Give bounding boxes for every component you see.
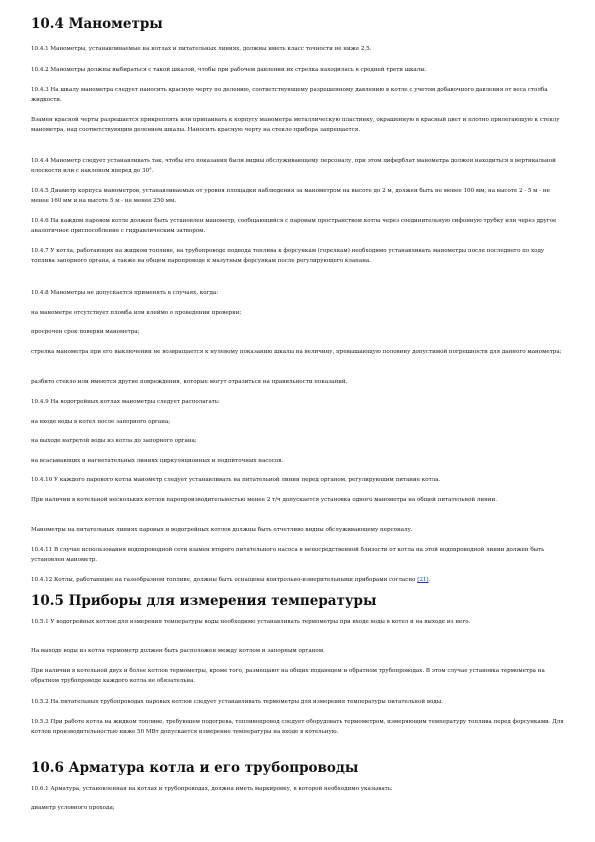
paragraph: 10.4.6 На каждом паровом котле должен быть установлен манометр, сообщающийся с паровым пространством котла через соединительную сифонную трубку или через другое аналогичное приспособление с гидравлическим затвором. bbox=[31, 218, 557, 234]
list-item: разбито стекло или имеются другие повреждения, которые могут отразиться на правильности показаний. bbox=[31, 379, 348, 385]
list-item: стрелка манометра при его выключении не возвращается к нулевому показанию шкалы на величину, превышающую половину допустимой погрешности для данного манометра; bbox=[31, 349, 562, 355]
list-item: на манометре отсутствует пломба или клеймо о проведении проверки; bbox=[31, 310, 242, 316]
paragraph: 10.4.9 На водогрейных котлах манометры следует располагать: bbox=[31, 399, 220, 405]
list-item: диаметр условного прохода; bbox=[31, 805, 115, 811]
reference-link[interactable]: [21] bbox=[417, 577, 429, 583]
paragraph-tail: . bbox=[428, 577, 431, 583]
paragraph: При наличии в котельной нескольких котлов паропроизводительностью менее 2 т/ч допускается установка одного манометра на общей питательной линии. bbox=[31, 497, 498, 503]
paragraph: 10.4.1 Манометры, устанавливаемые на котлах и питательных линиях, должны иметь класс точности не ниже 2,5. bbox=[31, 46, 372, 52]
paragraph: 10.4.10 У каждого парового котла манометр следует устанавливать на питательной линии перед органом, регулирующим питание котла. bbox=[31, 477, 441, 483]
list-item: на выходе нагретой воды из котла до запорного органа; bbox=[31, 438, 197, 444]
paragraph: 10.4.3 На шкалу манометра следует наносить красную черту по делению, соответствующему разрешенному давлению в котле с учетом добавочного давления от веса столба жидкости. bbox=[31, 87, 548, 103]
list-item: на входе воды в котел после запорного органа; bbox=[31, 419, 171, 425]
section-heading: 10.5 Приборы для измерения температуры bbox=[31, 593, 377, 609]
paragraph: 10.5.2 На питательных трубопроводах паровых котлов следует устанавливать термометры для измерения температуры питательной воды. bbox=[31, 699, 443, 705]
paragraph: 10.4.11 В случае использования водопроводной сети взамен второго питательного насоса в непосредственной близости от котла на этой водопроводной линии должен быть установлен манометр. bbox=[31, 547, 545, 563]
section-heading: 10.4 Манометры bbox=[31, 16, 163, 32]
paragraph: 10.4.5 Диаметр корпуса манометров, устанавливаемых от уровня площадки наблюдения за манометром на высоте до 2 м, должен быть не менее 100 мм, на высоте 2 - 5 м - не менее 160 мм и на высоте 5 м - не менее 250 мм. bbox=[31, 188, 550, 204]
paragraph: 10.4.4 Манометр следует устанавливать так, чтобы его показания были видны обслуживающему персоналу, при этом циферблат манометра должен находиться в вертикальной плоскости или с наклоном вперед до 30°. bbox=[31, 158, 556, 174]
paragraph: 10.5.3 При работе котла на жидком топливе, требующем подогрева, топливопровод следует оборудовать термометром, измеряющим температуру топлива перед форсунками. Для котлов производительностью ниже 50 МВт допускается измерение температуры на входе в котельную. bbox=[31, 719, 564, 735]
paragraph: 10.4.2 Манометры должны выбираться с такой шкалой, чтобы при рабочем давлении их стрелка находилась в средней трети шкалы. bbox=[31, 67, 427, 73]
paragraph: 10.5.1 У водогрейных котлов для измерения температуры воды необходимо устанавливать термометры при входе воды в котел и на выходе из него. bbox=[31, 619, 471, 625]
section-heading: 10.6 Арматура котла и его трубопроводы bbox=[31, 760, 359, 776]
paragraph: Манометры на питательных линиях паровых и водогрейных котлов должны быть отчетливо видны обслуживающему персоналу. bbox=[31, 527, 413, 533]
paragraph: 10.4.7 У котла, работающих на жидком топливе, на трубопроводе подвода топлива к форсункам (горелкам) необходимо устанавливать манометры после последнего по ходу топлива запорного органа, а также на общем паропроводе к мазутным форсункам после регулирующего клапана. bbox=[31, 248, 545, 264]
paragraph: Взамен красной черты разрешается прикреплять или припаивать к корпусу манометра металлическую пластинку, окрашенную в красный цвет и плотно прилегающую к стеклу манометра, над соответствующим делением шкалы. Наносить красную черту на стекло прибора запрещается. bbox=[31, 117, 560, 133]
paragraph: При наличии в котельной двух и более котлов термометры, кроме того, размещают на общих подающем и обратном трубопроводах. В этом случае установка термометра на обратном трубопроводе каждого котла не обязательна. bbox=[31, 668, 545, 684]
list-item: просрочен срок поверки манометра; bbox=[31, 329, 140, 335]
paragraph: На выходе воды из котла термометр должен быть расположен между котлом и запорным органом. bbox=[31, 648, 325, 654]
paragraph: 10.4.8 Манометры не допускается применять в случаях, когда: bbox=[31, 290, 219, 296]
paragraph-text: 10.4.12 Котлы, работающие на газообразном топливе, должны быть оснащены контрольно-измерительными приборами согласно bbox=[31, 577, 418, 583]
paragraph bbox=[31, 575, 565, 585]
list-item: на всасывающих и нагнетательных линиях циркуляционных и подпиточных насосов. bbox=[31, 458, 284, 464]
paragraph: 10.6.1 Арматура, установленная на котлах и трубопроводах, должна иметь маркировку, в которой необходимо указывать: bbox=[31, 786, 393, 792]
